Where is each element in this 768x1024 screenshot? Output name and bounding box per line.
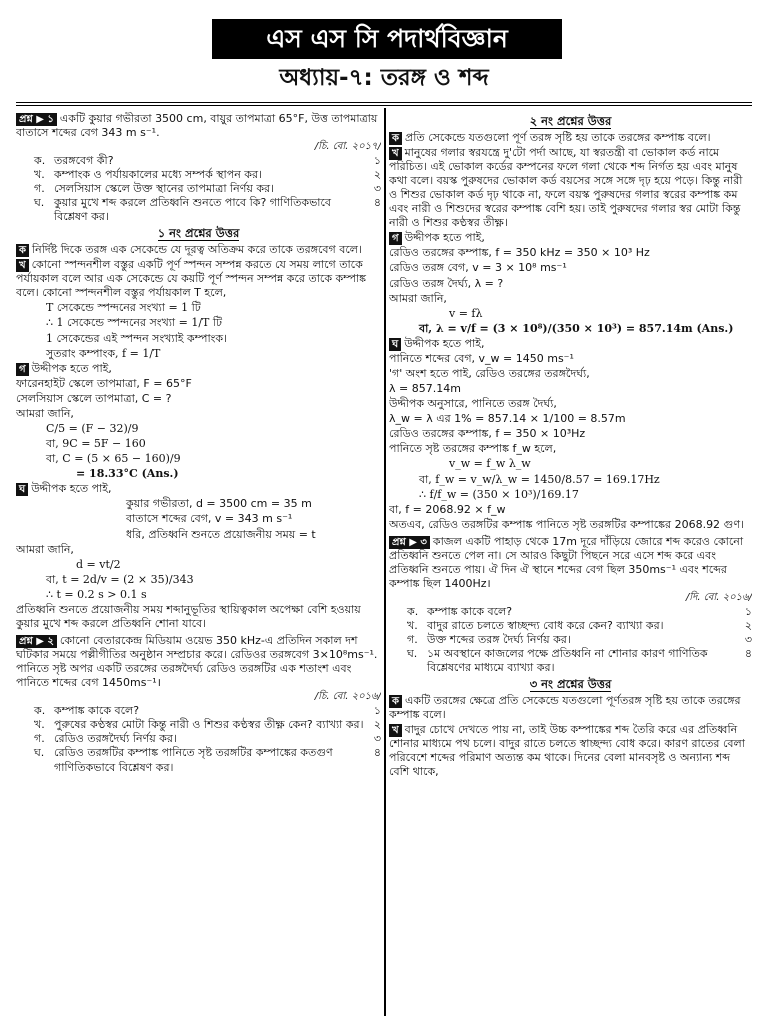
answer-2-gha-line-3: λ = 857.14m [389, 382, 461, 396]
answer-1-ga-line-3: আমরা জানি, [16, 406, 74, 420]
answer-2-ga-line-1: রেডিও তরঙ্গের কম্পাঙ্ক, f = 350 kHz = 350 × 10³ Hz [389, 246, 650, 260]
answer-2-kha: খ মানুষের গলার স্বরযন্ত্রে দু'টো পর্দা আছে, যা স্বরতন্ত্রী বা ভোকাল কর্ড নামে পরিচিত। এই ভোকাল কর্ডের কম্পনের ফলে গলা থেকে শব্দ নির্গত হয় এবং মানুষ কথা বলে। বয়স্ক পুরুষদের ভোকাল কর্ড বয়সের সঙ্গে সঙ্গে দৃঢ় হয়ে পড়ে। কিন্তু নারী ও শিশুর ভোকাল কর্ড দৃঢ় থাকে না, ফলে বয়স্ক পুরুষদের গলার স্বরের কম্পাঙ্ক কম এবং নারী ও শিশুদের স্বরের কম্পাঙ্ক বেশি হয়। তাই পুরুষদের গলার স্বর মোটা কিন্তু নারী ও শিশুর কণ্ঠস্বর তীক্ষ্ণ। [389, 145, 743, 230]
answer-2-gha-line-4: উদ্দীপক অনুসারে, পানিতে তরঙ্গ দৈর্ঘ্য, [389, 397, 557, 411]
answer-2-heading: ২ নং প্রশ্নের উত্তর [529, 114, 612, 128]
answer-1-gha-math-2: বা, t = 2d/v = (2 × 35)/343 [46, 572, 194, 586]
answer-2-ga-math-1: v = fλ [449, 306, 483, 320]
answer-1-kha-math-1: T সেকেন্ডে স্পন্দনের সংখ্যা = 1 টি [46, 301, 201, 315]
answer-1-kha-math-3: 1 সেকেন্ডের এই স্পন্দন সংখ্যাই কম্পাংক। [46, 331, 228, 345]
question-2-sub-kha: খ. পুরুষের কণ্ঠস্বর মোটা কিন্তু নারী ও শিশুর কণ্ঠস্বর তীক্ষ্ণ কেন? ব্যাখ্যা কর। ২ [34, 718, 381, 732]
right-column [389, 112, 752, 1016]
header-rule-2 [16, 105, 752, 106]
answer-2-gha-intro: ঘ উদ্দীপক হতে পাই, [389, 337, 752, 351]
answer-2-ga-math-2: বা, λ = v/f = (3 × 10⁸)/(350 × 10³) = 857.14m (Ans.) [419, 321, 734, 335]
question-3-tag: প্রশ্ন ▶ ৩ [389, 536, 430, 549]
question-2 [16, 634, 381, 775]
question-1-stem: প্রশ্ন ▶ ১ একটি কুয়ার গভীরতা 3500 cm, বায়ুর তাপমাত্রা 65°F, উত্ত তাপমাত্রায় বাতাসে শব্দের বেগ 343 m s⁻¹. [16, 112, 378, 140]
answer-1-ga-line-1: ফারেনহাইট স্কেলে তাপমাত্রা, F = 65°F [16, 376, 192, 390]
answer-1-gha-given-2: বাতাসে শব্দের বেগ, v = 343 m s⁻¹ [126, 512, 293, 526]
answer-2-ga-line-3: রেডিও তরঙ্গ দৈর্ঘ্য, λ = ? [389, 276, 504, 290]
question-3-source: /দি. বো. ২০১৬/ [685, 592, 752, 604]
answer-3-heading: ৩ নং প্রশ্নের উত্তর [529, 677, 612, 692]
answer-2-gha-line-1: পানিতে শব্দের বেগ, v_w = 1450 ms⁻¹ [389, 351, 574, 365]
answer-2-gha-line-5: λ_w = λ এর 1% = 857.14 × 1/100 = 8.57m [389, 412, 626, 426]
chapter-title: অধ্যায়-৭: তরঙ্গ ও শব্দ [279, 65, 489, 91]
answer-2-ka: ক প্রতি সেকেন্ডে যতগুলো পূর্ণ তরঙ্গ সৃষ্টি হয় তাকে তরঙ্গের কম্পাঙ্ক বলে। [389, 131, 752, 145]
question-3-sub-gha: ঘ. ১ম অবস্থানে কাজলের পক্ষে প্রতিধ্বনি না শোনার কারণ গাণিতিক বিশ্লেষণের মাধ্যমে ব্যাখ্যা কর। ৪ [407, 647, 752, 675]
answer-2-gha-math-2: বা, f_w = v_w/λ_w = 1450/8.57 = 169.17Hz [419, 472, 660, 486]
answer-1-ka: ক নির্দিষ্ট দিকে তরঙ্গ এক সেকেন্ডে যে দূরত্ব অতিক্রম করে তাকে তরঙ্গবেগ বলে। [16, 243, 381, 257]
question-1 [16, 112, 381, 224]
answer-1-kha-math-4: সুতরাং কম্পাংক, f = 1/T [46, 346, 161, 360]
answer-1-ga-math-4: = 18.33°C (Ans.) [76, 467, 179, 481]
question-2-stem: প্রশ্ন ▶ ২ কোনো বেতারকেন্দ্র মিডিয়াম ওয়েভ 350 kHz-এ প্রতিদিন সকাল দশ ঘটিকার সময়ে পল্লীগীতির অনুষ্ঠান সম্প্রচার করে। রেডিওর তরঙ্গবেগ 3×10⁸ms⁻¹. পানিতে সৃষ্ট অপর একটি তরঙ্গের তরঙ্গদৈর্ঘ্য রেডিও তরঙ্গটির এক শতাংশ এবং পানিতে শব্দের বেগ 1450ms⁻¹। [16, 634, 378, 690]
question-2-source: /চি. বো. ২০১৬/ [314, 691, 381, 703]
question-1-sub-ga: গ. সেলসিয়াস স্কেলে উক্ত স্থানের তাপমাত্রা নির্ণয় কর। ৩ [34, 182, 381, 196]
question-2-sub-ga: গ. রেডিও তরঙ্গদৈর্ঘ্য নির্ণয় কর। ৩ [34, 732, 381, 746]
answer-3-ka: ক একটি তরঙ্গের ক্ষেত্রে প্রতি সেকেন্ডে যতগুলো পূর্ণতরঙ্গ সৃষ্টি হয় তাকে তরঙ্গের কম্পাঙ্ক বলে। [389, 694, 741, 722]
answer-1-gha-given-1: কুয়ার গভীরতা, d = 3500 cm = 35 m [126, 497, 312, 511]
header-rule [16, 102, 752, 103]
question-1-sub-ka: ক. তরঙ্গবেগ কী? ১ [34, 153, 381, 167]
question-2-sub-gha: ঘ. রেডিও তরঙ্গটির কম্পাঙ্ক পানিতে সৃষ্ট তরঙ্গটির কম্পাঙ্কের কতগুণ গাণিতিকভাবে বিশ্লেষণ কর। ৪ [34, 746, 381, 774]
answer-2-gha-line-6: রেডিও তরঙ্গের কম্পাঙ্ক, f = 350 × 10³Hz [389, 427, 586, 441]
answer-3-kha: খ বাদুর চোখে দেখতে পায় না, তাই উচ্চ কম্পাঙ্কের শব্দ তৈরি করে এর প্রতিধ্বনি শোনার মাধ্যমে পথ চলে। বাদুর রাতে চলতে স্বাচ্ছন্দ্য বোধ করে। কারণ রাতের বেলা পরিবেশে শব্দের পরিমাণ অত্যন্ত কম থাকে। দিনের বেলা মানবসৃষ্ট ও অন্যান্য শব্দ বেশি থাকে, [389, 723, 745, 779]
answer-1-gha-given-3: ধরি, প্রতিধ্বনি শুনতে প্রয়োজনীয় সময় = t [126, 527, 316, 541]
answer-1-kha-math-2: ∴ 1 সেকেন্ডে স্পন্দনের সংখ্যা = 1/T টি [46, 316, 223, 330]
answer-1-gha-math-3: ∴ t = 0.2 s > 0.1 s [46, 587, 147, 601]
answer-2-gha-math-1: v_w = f_w λ_w [449, 457, 531, 471]
answer-1-gha-intro: ঘ উদ্দীপক হতে পাই, [16, 482, 381, 496]
question-3 [389, 535, 752, 676]
answer-2-ga-intro: গ উদ্দীপক হতে পাই, [389, 231, 752, 245]
question-1-tag: প্রশ্ন ▶ ১ [16, 113, 57, 126]
answer-1-gha-math-1: d = vt/2 [76, 557, 121, 571]
question-2-tag: প্রশ্ন ▶ ২ [16, 635, 57, 648]
column-divider [384, 108, 386, 1016]
answer-2-gha-conclusion: অতএব, রেডিও তরঙ্গটির কম্পাঙ্ক পানিতে সৃষ্ট তরঙ্গটির কম্পাঙ্কের 2068.92 গুণ। [389, 517, 744, 531]
answer-1-ga-math-1: C/5 = (F − 32)/9 [46, 422, 139, 435]
answer-1-ga-math-2: বা, 9C = 5F − 160 [46, 437, 146, 451]
question-1-sub-kha: খ. কম্পাংক ও পর্যায়কালের মধ্যে সম্পর্ক স্থাপন কর। ২ [34, 168, 381, 182]
answer-2-ga-line-4: আমরা জানি, [389, 291, 447, 305]
question-3-stem: প্রশ্ন ▶ ৩ কাজল একটি পাহাড় থেকে 17m দূরে দাঁড়িয়ে জোরে শব্দ করেও কোনো প্রতিধ্বনি শুনতে পেল না। সে আরও কিছুটা পিছনে সরে এসে শব্দ করে এবং প্রতিধ্বনি শুনতে পায়। ঐ দিন ঐ স্থানে শব্দের বেগ ছিল 350ms⁻¹ এবং শব্দের কম্পাঙ্ক ছিল 1400Hz। [389, 534, 744, 591]
question-3-sub-ka: ক. কম্পাঙ্ক কাকে বলে? ১ [407, 604, 752, 618]
answer-1-ga-line-2: সেলসিয়াস স্কেলে তাপমাত্রা, C = ? [16, 391, 172, 405]
answer-1-kha: খ কোনো স্পন্দনশীল বস্তুর একটি পূর্ণ স্পন্দন সম্পন্ন করতে যে সময় লাগে তাকে পর্যায়কাল বলে আর এক সেকেন্ডে যে কয়টি পূর্ণ স্পন্দন সম্পন্ন করে তাকে কম্পাঙ্ক বলে। কোনো স্পন্দনশীল বস্তুর পর্যায়কাল T হলে, [16, 258, 367, 300]
question-3-sub-kha: খ. বাদুর রাতে চলতে স্বাচ্ছন্দ্য বোধ করে কেন? ব্যাখ্যা কর। ২ [407, 619, 752, 633]
answer-2-gha-math-4: বা, f = 2068.92 × f_w [389, 502, 506, 516]
answer-2-gha-math-3: ∴ f/f_w = (350 × 10³)/169.17 [419, 487, 579, 501]
answer-2-gha-line-2: 'গ' অংশ হতে পাই, রেডিও তরঙ্গের তরঙ্গদৈর্ঘ্য, [389, 366, 590, 380]
book-title-banner: এস এস সি পদার্থবিজ্ঞান [212, 19, 562, 59]
question-1-sub-gha: ঘ. কুয়ার মুখে শব্দ করলে প্রতিধ্বনি শুনতে পাবে কি? গাণিতিকভাবে বিশ্লেষণ কর। ৪ [34, 196, 381, 224]
answer-1-ga-intro: গ উদ্দীপক হতে পাই, [16, 362, 381, 376]
answer-1-heading: ১ নং প্রশ্নের উত্তর [157, 226, 240, 241]
question-3-sub-ga: গ. উক্ত শব্দের তরঙ্গ দৈর্ঘ্য নির্ণয় কর। ৩ [407, 633, 752, 647]
question-2-sub-ka: ক. কম্পাঙ্ক কাকে বলে? ১ [34, 704, 381, 718]
answer-2-ga-line-2: রেডিও তরঙ্গ বেগ, v = 3 × 10⁸ ms⁻¹ [389, 261, 567, 275]
answer-1-gha-line-3: আমরা জানি, [16, 542, 74, 556]
answer-1-ga-math-3: বা, C = (5 × 65 − 160)/9 [46, 452, 181, 466]
answer-2-gha-line-7: পানিতে সৃষ্ট তরঙ্গের কম্পাঙ্ক f_w হলে, [389, 442, 557, 456]
answer-1-gha-conclusion: প্রতিধ্বনি শুনতে প্রয়োজনীয় সময় শব্দানুভূতির স্থায়িত্বকাল অপেক্ষা বেশি হওয়ায় কুয়ার মুখে শব্দ করলে প্রতিধ্বনি শোনা যাবে। [16, 602, 361, 631]
question-1-source: /চি. বো. ২০১৭/ [314, 141, 381, 153]
left-column [16, 112, 381, 1016]
